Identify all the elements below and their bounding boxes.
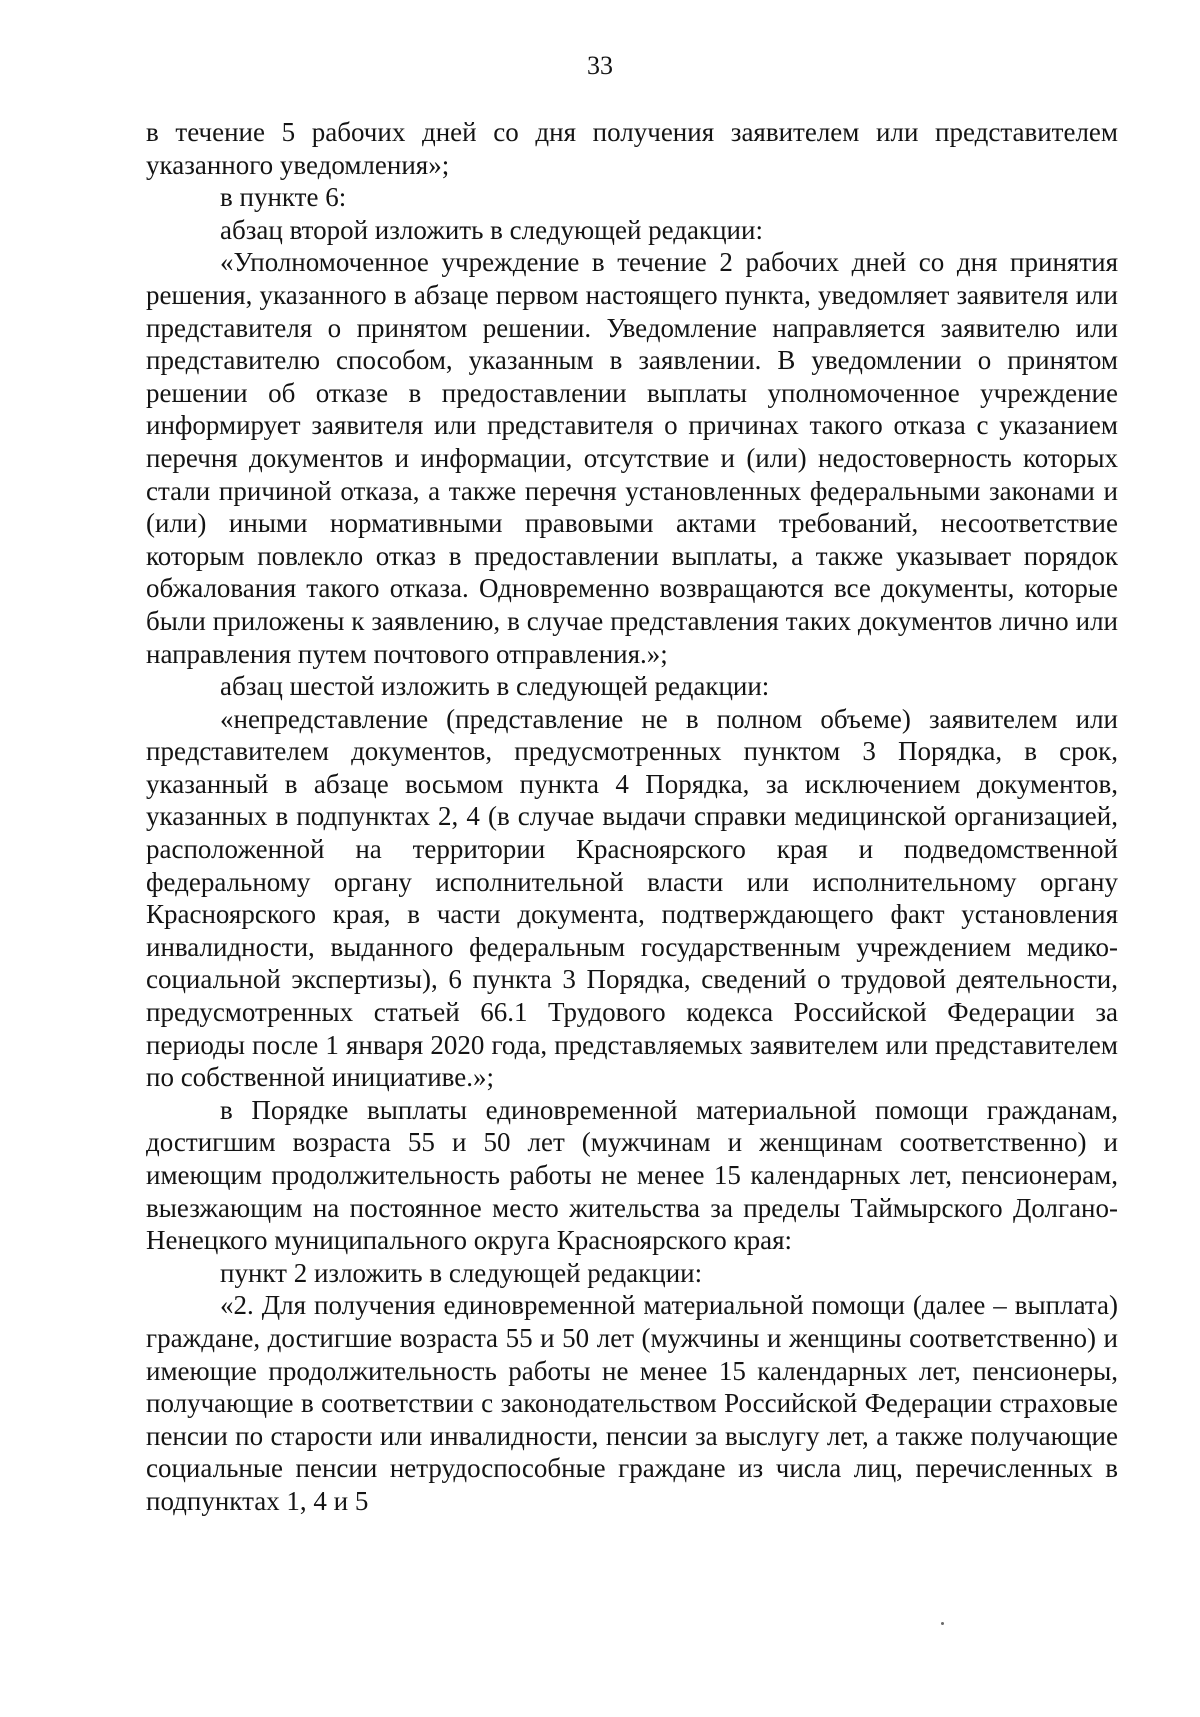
paragraph-5: абзац шестой изложить в следующей редакции: bbox=[220, 671, 770, 702]
scan-speck bbox=[941, 1622, 944, 1625]
document-body bbox=[146, 116, 1118, 1518]
paragraph-7: в Порядке выплаты единовременной материальной помощи гражданам, достигшим возраста 55 и 50 лет (мужчинам и женщинам соответственно) и имеющим продолжительность работы не менее 15 календарных лет, пенсионерам, выезжающим на постоянное место жительства за пределы Таймырского Долгано-Ненецкого муниципального округа Красноярского края: bbox=[146, 1094, 1118, 1256]
paragraph-6: «непредставление (представление не в полном объеме) заявителем или представителем документов, предусмотренных пунктом 3 Порядка, в срок, указанный в абзаце восьмом пункта 4 Порядка, за исключением документов, указанных в подпунктах 2, 4 (в случае выдачи справки медицинской организацией, расположенной на территории Красноярского края и подведомственной федеральному органу исполнительной власти или исполнительному органу Красноярского края, в части документа, подтверждающего факт установления инвалидности, выданного федеральным государственным учреждением медико-социальной экспертизы), 6 пункта 3 Порядка, сведений о трудовой деятельности, предусмотренных статьей 66.1 Трудового кодекса Российской Федерации за периоды после 1 января 2020 года, представляемых заявителем или представителем по собственной инициативе.»; bbox=[146, 703, 1118, 1093]
paragraph-9: «2. Для получения единовременной материальной помощи (далее – выплата) граждане, достигшие возраста 55 и 50 лет (мужчины и женщины соответственно) и имеющие продолжительность работы не менее 15 календарных лет, пенсионеры, получающие в соответствии с законодательством Российской Федерации страховые пенсии по старости или инвалидности, пенсии за выслугу лет, а также получающие социальные пенсии нетрудоспособные граждане из числа лиц, перечисленных в подпунктах 1, 4 и 5 bbox=[146, 1290, 1118, 1516]
paragraph-4: «Уполномоченное учреждение в течение 2 рабочих дней со дня принятия решения, указанного в абзаце первом настоящего пункта, уведомляет заявителя или представителя о принятом решении. Уведомление направляется заявителю или представителю способом, указанным в заявлении. В уведомлении о принятом решении об отказе в предоставлении выплаты уполномоченное учреждение информирует заявителя или представителя о причинах такого отказа с указанием перечня документов и информации, отсутствие и (или) недостоверность которых стали причиной отказа, а также перечня установленных федеральными законами и (или) иными нормативными правовыми актами требований, несоответствие которым повлекло отказ в предоставлении выплаты, а также указывает порядок обжалования такого отказа. Одновременно возвращаются все документы, которые были приложены к заявлению, в случае представления таких документов лично или направления путем почтового отправления.»; bbox=[146, 247, 1118, 669]
paragraph-2: в пункте 6: bbox=[220, 182, 347, 213]
paragraph-8: пункт 2 изложить в следующей редакции: bbox=[220, 1257, 703, 1288]
page-number: 33 bbox=[587, 51, 613, 80]
paragraph-1: в течение 5 рабочих дней со дня получения заявителем или представителем указанного уведомления»; bbox=[146, 117, 1118, 180]
paragraph-3: абзац второй изложить в следующей редакции: bbox=[220, 214, 763, 245]
